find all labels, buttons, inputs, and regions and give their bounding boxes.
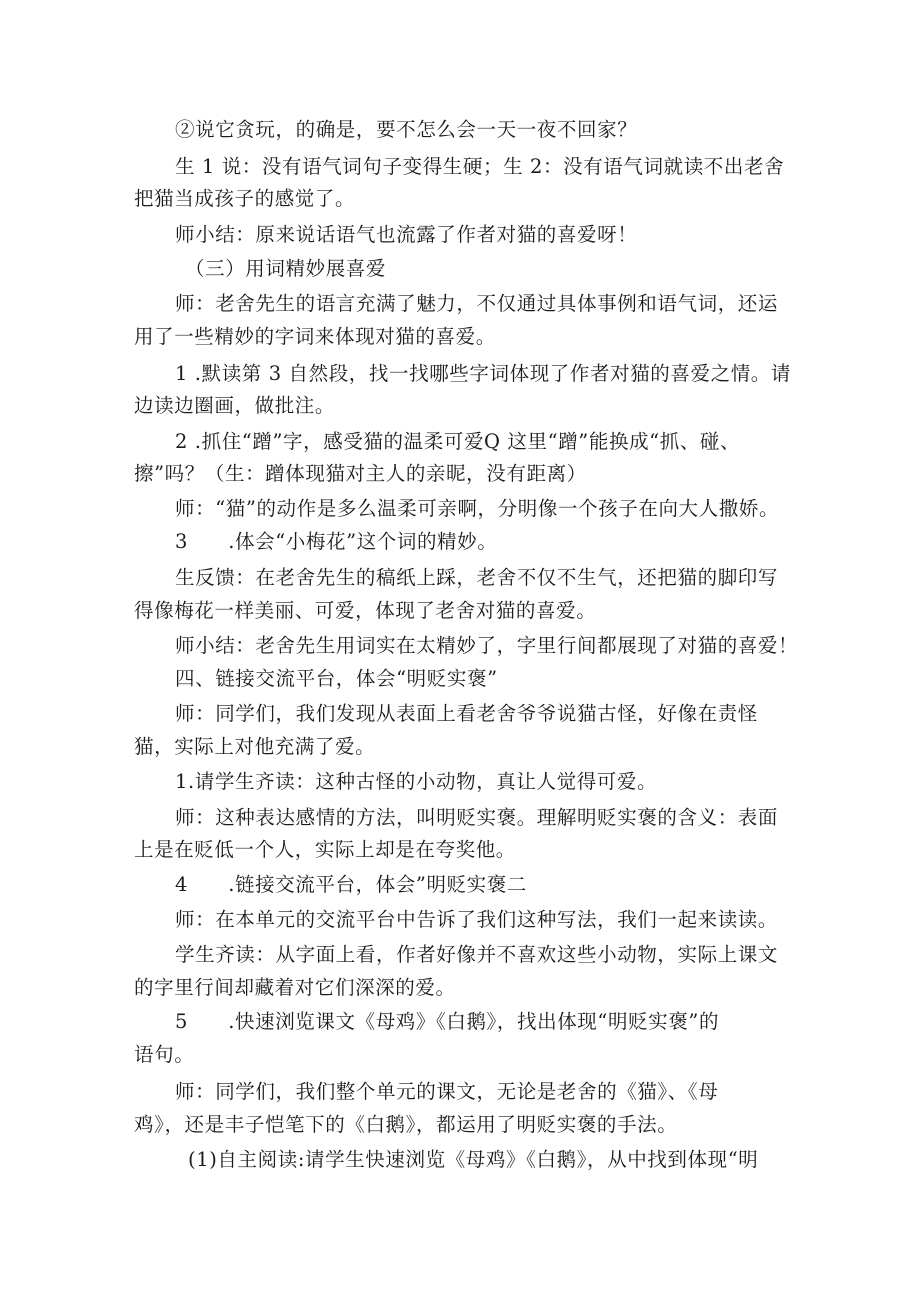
text-line: 猫，实际上对他充满了爱。	[134, 735, 376, 758]
text-line: 得像梅花一样美丽、可爱，体现了老舍对猫的喜爱。	[134, 599, 597, 622]
text-line: 生反馈：在老舍先生的稿纸上踩，老舍不仅不生气，还把猫的脚印写	[175, 566, 779, 589]
text-line: 用了一些精妙的字词来体现对猫的喜爱。	[134, 325, 496, 348]
text-line: 师小结：原来说话语气也流露了作者对猫的喜爱呀！	[175, 223, 638, 246]
text-line: 1 .默读第 3 自然段，找一找哪些字词体现了作者对猫的喜爱之情。请	[175, 362, 792, 385]
text-line: (1)自主阅读:请学生快速浏览《母鸡》《白鹅》，从中找到体现“明	[188, 1148, 759, 1171]
text-line: 1.请学生齐读：这种古怪的小动物，真让人觉得可爱。	[175, 770, 658, 793]
text-line: 师：在本单元的交流平台中告诉了我们这种写法，我们一起来读读。	[175, 908, 779, 931]
text-line: 2 .抓住“蹭”字，感受猫的温柔可爱Q 这里“蹭”能换成“抓、碰、	[175, 430, 741, 453]
text-line: 学生齐读：从字面上看，作者好像并不喜欢这些小动物，实际上课文	[175, 943, 779, 966]
text-line: 的字里行间却藏着对它们深深的爱。	[134, 976, 456, 999]
text-line: 鸡》，还是丰子恺笔下的《白鹅》，都运用了明贬实褒的手法。	[134, 1113, 678, 1136]
text-line: 师：“猫”的动作是多么温柔可亲啊，分明像一个孩子在向大人撒娇。	[175, 497, 780, 520]
text-line: 语句。	[134, 1043, 195, 1066]
text-line: 师小结：老舍先生用词实在太精妙了，字里行间都展现了对猫的喜爱！	[175, 634, 799, 657]
text-line: ②说它贪玩，的确是，要不怎么会一天一夜不回家？	[175, 118, 638, 141]
text-line: 生 1 说：没有语气词句子变得生硬；生 2：没有语气词就读不出老舍	[175, 155, 785, 178]
text-line: 4 .链接交流平台，体会”明贬实褒二	[175, 873, 527, 896]
text-line: 师：这种表达感情的方法，叫明贬实褒。理解明贬实褒的含义：表面	[175, 806, 779, 829]
section-heading: 四、链接交流平台，体会“明贬实褒”	[175, 667, 498, 690]
text-line: 5 .快速浏览课文《母鸡》《白鹅》，找出体现“明贬实褒”的	[175, 1010, 720, 1033]
text-line: 上是在贬低一个人，实际上却是在夸奖他。	[134, 838, 516, 861]
text-line: 3 .体会“小梅花”这个词的精妙。	[175, 530, 498, 553]
text-line: 师：同学们，我们整个单元的课文，无论是老舍的《猫》、《母	[175, 1080, 719, 1103]
text-line: 师：老舍先生的语言充满了魅力，不仅通过具体事例和语气词，还运	[175, 292, 779, 315]
text-line: 边读边圈画，做批注。	[134, 394, 336, 417]
text-line: 把猫当成孩子的感觉了。	[134, 187, 356, 210]
text-line: 师：同学们，我们发现从表面上看老舍爷爷说猫古怪，好像在责怪	[175, 702, 758, 725]
text-line: 擦”吗？（生：蹭体现猫对主人的亲昵，没有距离）	[134, 462, 587, 485]
section-heading: （三）用词精妙展喜爱	[185, 257, 387, 280]
